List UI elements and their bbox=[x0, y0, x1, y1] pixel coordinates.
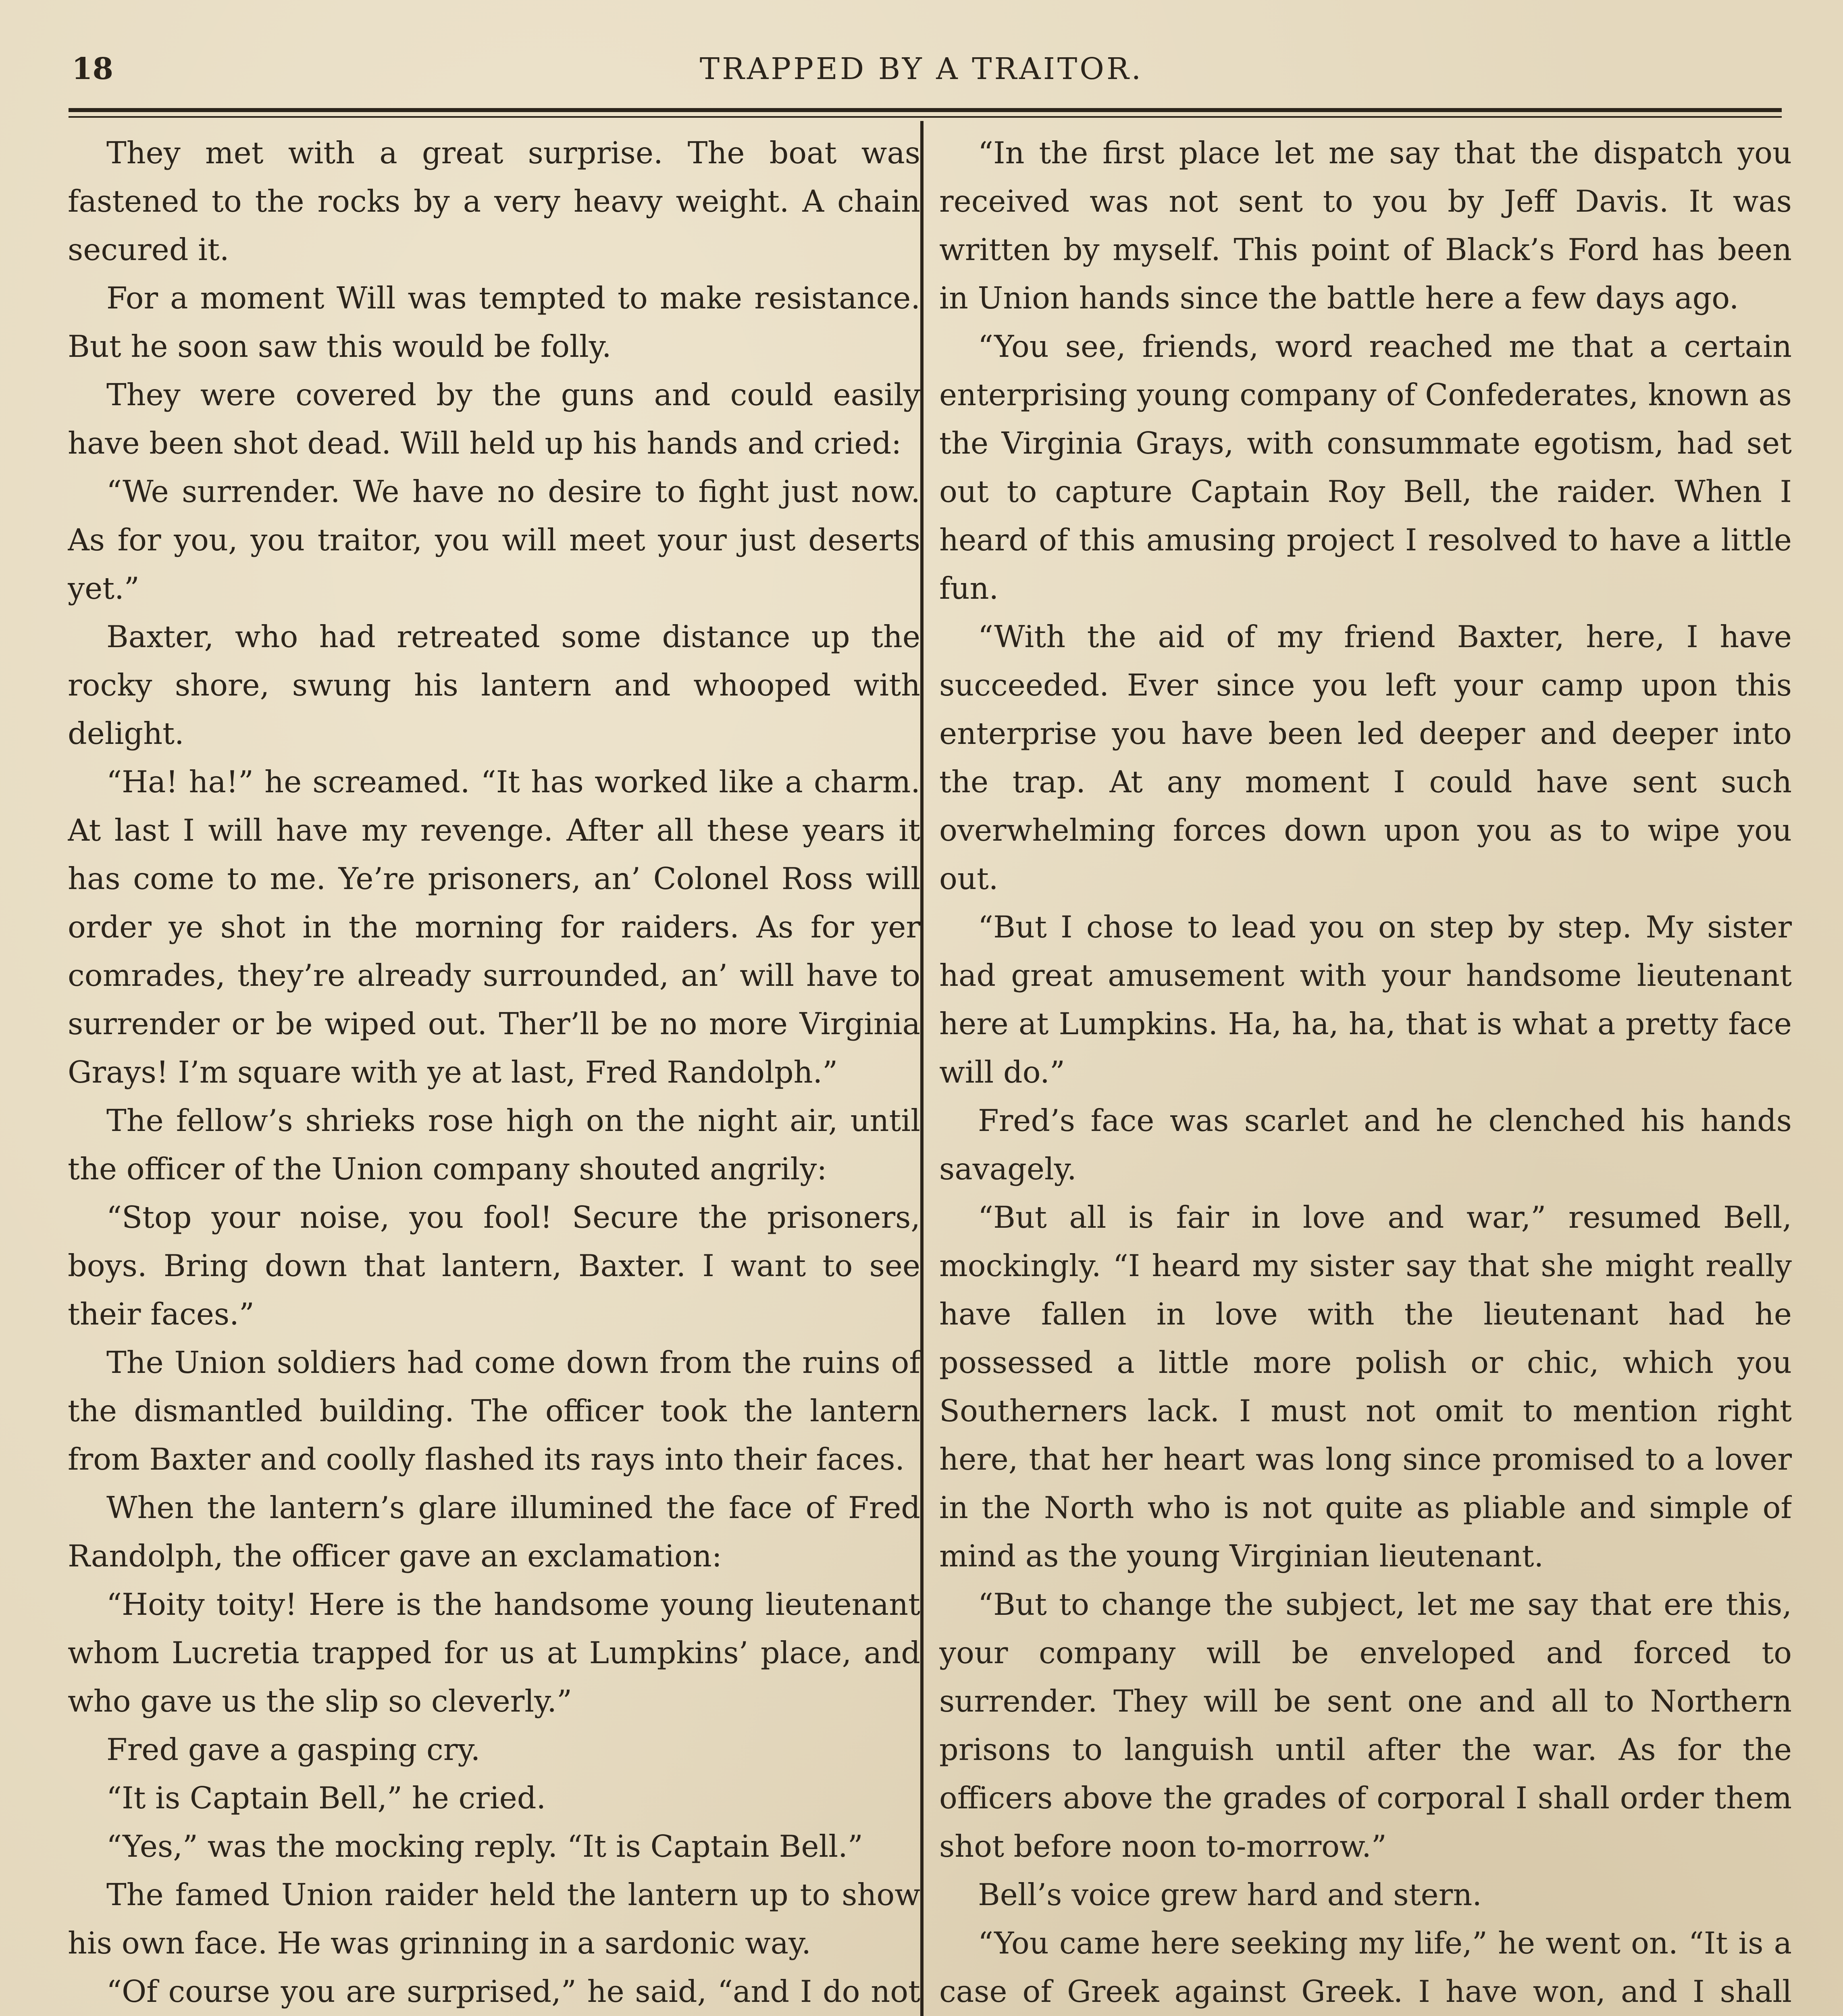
paragraph: The fellow’s shrieks rose high on the night air, until the officer of the Union company shouted angrily: bbox=[68, 1103, 920, 1187]
paragraph: The Union soldiers had come down from the ruins of the dismantled building. The officer took the lantern from Baxter and coolly flashed its rays into their faces. bbox=[68, 1345, 920, 1477]
running-title: TRAPPED BY A TRAITOR. bbox=[699, 52, 1144, 86]
paragraph: When the lantern’s glare illumined the face of Fred Randolph, the officer gave an exclamation: bbox=[68, 1490, 920, 1574]
paragraph: For a moment Will was tempted to make resistance. But he soon saw this would be folly. bbox=[68, 281, 920, 364]
paragraph: “In the first place let me say that the dispatch you received was not sent to you by Jeff Davis. It was written by myself. This point of Black’s Ford has been in Union hands since the battle here a few days ago. bbox=[939, 135, 1792, 316]
column-divider bbox=[920, 121, 924, 2016]
paragraph: Baxter, who had retreated some distance up the rocky shore, swung his lantern and whooped with delight. bbox=[68, 619, 920, 751]
paragraph: They were covered by the guns and could easily have been shot dead. Will held up his hands and cried: bbox=[68, 377, 920, 461]
paragraph: “It is Captain Bell,” he cried. bbox=[106, 1781, 546, 1816]
paragraph: “You see, friends, word reached me that a certain enterprising young company of Confederates, known as the Virginia Grays, with consummate egotism, had set out to capture Captain Roy Bell, the raider. When I heard of this amusing project I resolved to have a little fun. bbox=[939, 329, 1792, 606]
paragraph: Fred’s face was scarlet and he clenched his hands savagely. bbox=[939, 1103, 1792, 1187]
paragraph: “Of course you are surprised,” he said, “and I do not bbox=[106, 1974, 920, 2009]
paragraph: “Hoity toity! Here is the handsome young lieutenant whom Lucretia trapped for us at Lumpkins’ place, and who gave us the slip so cleverly.” bbox=[68, 1587, 920, 1719]
paragraph: “But all is fair in love and war,” resumed Bell, mockingly. “I heard my sister say that she might really have fallen in love with the lieutenant had he possessed a little more polish or chic, which you Southerners lack. I must not omit to mention right here, that her heart was long since promised to a lover in the North who is not quite as pliable and simple of mind as the young Virginian lieutenant. bbox=[939, 1200, 1792, 1574]
paragraph: Fred gave a gasping cry. bbox=[106, 1732, 481, 1767]
paragraph: They met with a great surprise. The boat was fastened to the rocks by a very heavy weight. A chain secured it. bbox=[68, 135, 920, 267]
paragraph: Bell’s voice grew hard and stern. bbox=[978, 1877, 1482, 1912]
page-number: 18 bbox=[72, 52, 113, 86]
header-rule-thin bbox=[69, 116, 1782, 118]
right-column bbox=[939, 129, 1792, 2016]
paragraph: “Ha! ha!” he screamed. “It has worked like a charm. At last I will have my revenge. After all these years it has come to me. Ye’re prisoners, an’ Colonel Ross will order ye shot in the morning for raiders. As for yer comrades, they’re already surrounded, an’ will have to surrender or be wiped out. Ther’ll be no more Virginia Grays! I’m square with ye at last, Fred Randolph.” bbox=[68, 764, 920, 1090]
paragraph: “We surrender. We have no desire to fight just now. As for you, you traitor, you will meet your just deserts yet.” bbox=[68, 474, 920, 606]
left-column bbox=[68, 129, 920, 2016]
paragraph: “But I chose to lead you on step by step. My sister had great amusement with your handsome lieutenant here at Lumpkins. Ha, ha, ha, that is what a pretty face will do.” bbox=[939, 910, 1792, 1090]
paragraph: The famed Union raider held the lantern up to show his own face. He was grinning in a sardonic way. bbox=[68, 1877, 920, 1961]
paragraph: “You came here seeking my life,” he went on. “It is a case of Greek against Greek. I have won, and I shall bbox=[939, 1926, 1792, 2009]
paragraph: “But to change the subject, let me say that ere this, your company will be enveloped and forced to surrender. They will be sent one and all to Northern prisons to languish until after the war. As for the officers above the grades of corporal I shall order them shot before noon to-morrow.” bbox=[939, 1587, 1792, 1864]
header-rule-thick bbox=[69, 108, 1782, 112]
paragraph: “Stop your noise, you fool! Secure the prisoners, boys. Bring down that lantern, Baxter. I want to see their faces.” bbox=[68, 1200, 920, 1332]
paragraph: “Yes,” was the mocking reply. “It is Captain Bell.” bbox=[106, 1829, 863, 1864]
paragraph: “With the aid of my friend Baxter, here, I have succeeded. Ever since you left your camp upon this enterprise you have been led deeper and deeper into the trap. At any moment I could have sent such overwhelming forces down upon you as to wipe you out. bbox=[939, 619, 1792, 896]
